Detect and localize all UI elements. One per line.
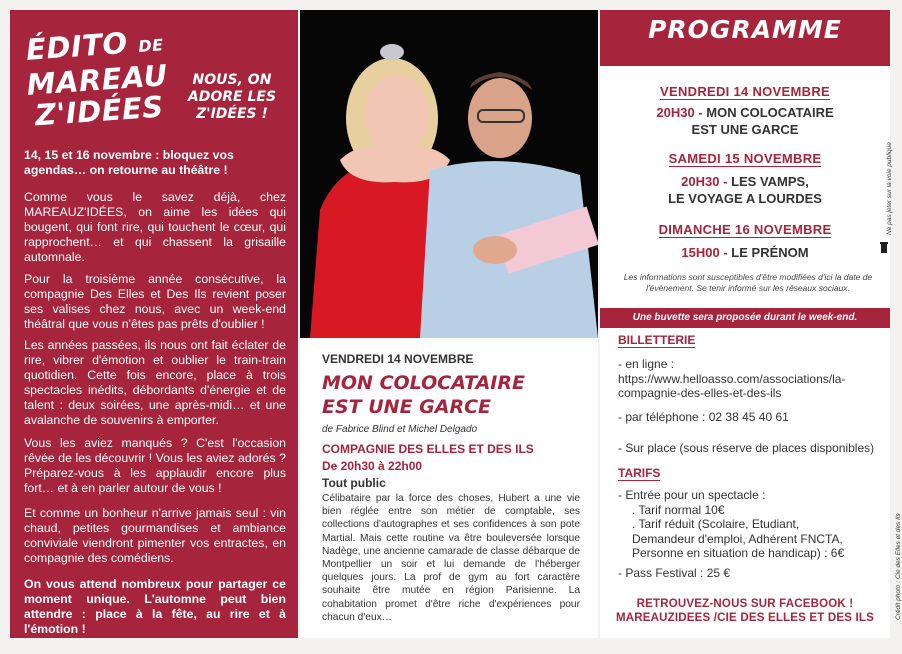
programme-panel xyxy=(600,10,890,638)
show-date: VENDREDI 14 NOVEMBRE xyxy=(322,352,474,366)
dash: - xyxy=(698,105,703,120)
show-details xyxy=(300,338,598,638)
show-title-line1: MON COLOCATAIRE xyxy=(322,372,525,394)
programme-day-1 xyxy=(600,84,890,99)
billetterie-phone: - par téléphone : 02 38 45 40 61 xyxy=(618,410,789,424)
programme-show-2 xyxy=(600,173,890,207)
tarifs-heading xyxy=(618,466,660,480)
billetterie-heading xyxy=(618,333,695,347)
woman-face xyxy=(365,75,429,155)
online-label: - en ligne : xyxy=(618,357,675,371)
edito-closing: On vous attend nombreux pour partager ce moment unique. L'automne peut bien attendre : place à la fête, au rire et à l'émotion ! xyxy=(24,577,286,636)
show-company: COMPAGNIE DES ELLES ET DES ILS xyxy=(322,442,534,456)
helloasso-link[interactable]: https://www.helloasso.com/associations/la-compagnie-des-elles-et-des-ils xyxy=(618,371,846,400)
programme-show-2-time: 20H30 xyxy=(681,174,720,189)
show-audience: Tout public xyxy=(322,476,386,490)
programme-day-3-label: DIMANCHE 16 NOVEMBRE xyxy=(658,222,832,237)
show-synopsis: Célibataire par la force des choses, Hubert a une vie bien réglée entre son métier de comptable, ses collections d'autographes et ses confidences à son pote Martial. Mais cette routine va être bouleversée lorsque Nadège, une ancienne camarade de classe débarque de Montpellier un soir et lui demande de l'héberger quelques jours. La prof de gym au fort caractère souhaite être mutée en région Parisienne. La cohabitation promet d'être riche d'expériences pour chacun d'eux… xyxy=(322,493,580,623)
programme-heading: PROGRAMME xyxy=(600,10,890,66)
dash: - xyxy=(723,245,728,260)
edito-title-line2: MAREAU xyxy=(25,58,169,102)
programme-show-1-title-2: EST UNE GARCE xyxy=(691,122,799,137)
show-time: De 20h30 à 22h00 xyxy=(322,459,423,473)
facebook-callout xyxy=(600,597,890,625)
facebook-line1: RETROUVEZ-NOUS SUR FACEBOOK ! xyxy=(636,598,854,610)
programme-day-3 xyxy=(600,222,890,237)
show-authors: de Fabrice Blind et Michel Delgado xyxy=(322,424,478,435)
programme-day-2-label: SAMEDI 15 NOVEMBRE xyxy=(668,151,822,166)
billetterie-heading-text: BILLETTERIE xyxy=(618,333,696,347)
edito-title-line1: ÉDITO xyxy=(24,25,129,67)
hand xyxy=(473,236,517,264)
edito-title-de: DE xyxy=(137,35,165,57)
show-title xyxy=(322,371,525,419)
actors-illustration xyxy=(300,10,598,338)
dash: - xyxy=(723,174,728,189)
programme-show-2-title-2: LE VOYAGE A LOURDES xyxy=(668,191,822,206)
recycle-bin-icon xyxy=(879,240,889,254)
photo-credit: Crédit photo : Cie des Elles et des Ils xyxy=(895,513,902,620)
programme-show-3-time: 15H00 xyxy=(681,245,720,260)
billetterie-onsite: - Sur place (sous réserve de places disponibles) xyxy=(618,441,875,455)
pass-festival: - Pass Festival : 25 € xyxy=(618,566,731,580)
edito-paragraph-3: Les années passées, ils nous ont fait éclater de rire, vibrer d'émotion et oublier le train-train quotidien. Cette fois encore, place à trois spectacles inédits, débordants d'énergie et de talent : deux soirées, une après-midi… et une avalanche de souvenirs à emporter. xyxy=(24,338,286,427)
buvette-banner: Une buvette sera proposée durant le week-end. xyxy=(600,308,890,328)
programme-show-1 xyxy=(600,104,890,138)
edito-paragraph-1: Comme vous le savez déjà, chez MAREAUZ'IDÉES, on aime les idées qui bougent, qui font rire, qui touchent le cœur, qui rapprochent… et qui chassent la grisaille automnale. xyxy=(24,190,286,264)
tarifs-heading-text: TARIFS xyxy=(618,466,661,480)
programme-show-2-title: LES VAMPS, xyxy=(731,174,809,189)
edito-paragraph-4: Vous les aviez manqués ? C'est l'occasion rêvée de les découvrir ! Vous les aviez adorés ? Préparez-vous à les applaudir encore plus fort… et à en parler autour de vous ! xyxy=(24,436,286,495)
edito-intro: 14, 15 et 16 novembre : bloquez vos agendas… on retourne au théâtre ! xyxy=(24,148,234,177)
facebook-line2[interactable]: MAREAUZIDEES /CIE DES ELLES ET DES ILS xyxy=(615,612,875,624)
tarif-normal: . Tarif normal 10€ xyxy=(632,503,725,517)
public-road-notice: Ne pas jeter sur la voie publique xyxy=(886,142,893,235)
show-title-line2: EST UNE GARCE xyxy=(322,396,492,418)
edito-title-line3: Z'IDÉES xyxy=(33,89,165,133)
programme-show-1-title: MON COLOCATAIRE xyxy=(706,105,834,120)
programme-show-3-title: LE PRÉNOM xyxy=(731,245,809,260)
tarif-reduit: . Tarif réduit (Scolaire, Etudiant, Demandeur d'emploi, Adhérent FNCTA, Personne en situation de handicap) : 6€ xyxy=(632,517,845,560)
programme-show-3 xyxy=(600,244,890,261)
programme-day-2 xyxy=(600,151,890,166)
programme-day-1-label: VENDREDI 14 NOVEMBRE xyxy=(660,84,830,99)
programme-info: Les informations sont susceptibles d'être modifiées d'ici la date de l'évènement. Se tenir informé sur les réseaux sociaux. xyxy=(623,272,873,293)
edito-paragraph-2: Pour la troisième année consécutive, la compagnie Des Elles et Des Ils revient poser ses valises chez nous, avec un week-end théâtral que vous n'êtes pas prêts d'oublier ! xyxy=(24,272,286,331)
edito-subtitle: NOUS, ON ADORE LES Z'IDÉES ! xyxy=(187,72,277,122)
edito-title xyxy=(19,25,175,132)
show-photo xyxy=(300,10,598,338)
edito-panel xyxy=(10,10,298,638)
hair-bow xyxy=(380,44,404,60)
programme-show-1-time: 20H30 xyxy=(656,105,695,120)
edito-paragraph-5: Et comme un bonheur n'arrive jamais seul : vin chaud, petites gourmandises et ambiance conviviale viendront pimenter vos entractes, en compagnie des comédiens. xyxy=(24,506,286,565)
tarifs-entry: - Entrée pour un spectacle : xyxy=(618,488,766,502)
billetterie-online xyxy=(618,357,880,401)
